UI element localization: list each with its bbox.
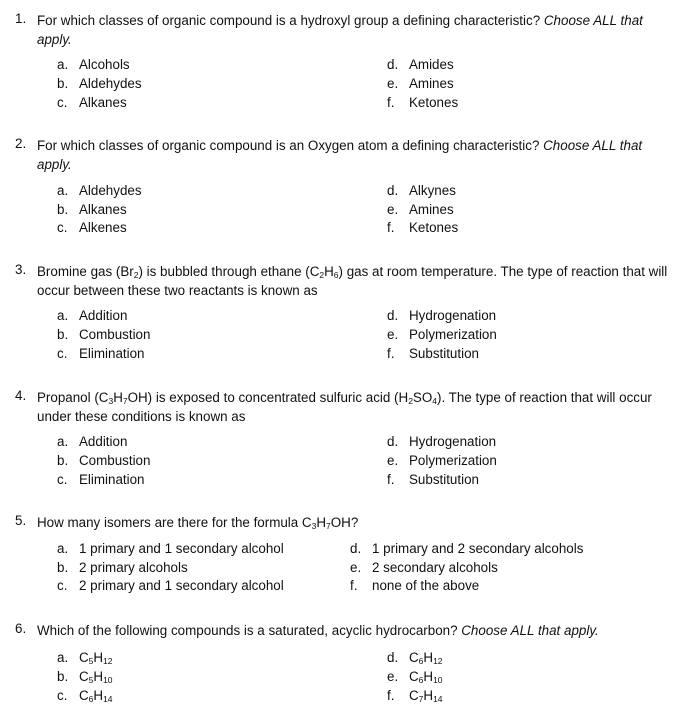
option-letter: c. [57,578,68,593]
question-number: 5. [15,513,27,528]
text-segment: H [316,515,327,530]
option-letter: c. [57,95,68,110]
option-letter: b. [57,453,69,468]
option-text: Hydrogenation [409,434,497,449]
question-instruction: Choose ALL that apply. [37,13,643,47]
element-symbol: H [423,669,434,684]
question-number: 3. [15,262,27,277]
option-text: 2 secondary alcohols [372,560,498,575]
element-symbol: C [79,669,89,684]
option-letter: a. [57,308,69,323]
subscript: 12 [103,656,113,666]
option-letter: b. [57,560,69,575]
subscript: 6 [418,656,424,666]
subscript: 7 [418,694,424,704]
option-letter: c. [57,346,68,361]
text-segment: ). The type of reaction that will occur under these conditions is known as [37,390,652,424]
subscript: 3 [108,396,114,406]
option-letter: d. [387,308,399,323]
subscript: 2 [319,270,325,280]
option-text: Addition [79,434,128,449]
question-text [37,513,673,532]
text-segment: Propanol (C [37,390,109,405]
option-text: Elimination [79,346,145,361]
subscript: 5 [88,656,94,666]
question-number: 4. [15,388,27,403]
text-segment: SO [412,390,433,405]
option-letter: d. [387,183,399,198]
option-text: Polymerization [409,327,497,342]
option-letter: f. [387,95,395,110]
option-letter: e. [387,76,399,91]
text-segment: H [324,264,334,279]
subscript: 4 [432,396,438,406]
option-letter: c. [57,688,68,703]
subscript: 7 [326,521,331,531]
option-formula [79,686,113,705]
subscript: 7 [122,396,128,406]
question-prompt: For which classes of organic compound is a hydroxyl group a defining characteristic? [37,13,544,28]
option-text: Elimination [79,472,145,487]
option-letter: a. [57,434,69,449]
question-prompt: Which of the following compounds is a saturated, acyclic hydrocarbon? [37,623,462,638]
option-letter: a. [57,183,69,198]
text-segment: Bromine gas (Br [37,264,134,279]
question-text [37,11,673,49]
element-symbol: H [423,650,434,665]
question-number: 1. [15,11,27,26]
element-symbol: H [93,650,104,665]
option-letter: e. [350,560,362,575]
subscript: 6 [333,270,339,280]
subscript: 12 [433,656,443,666]
option-text: 1 primary and 1 secondary alcohol [79,541,284,556]
element-symbol: C [79,650,89,665]
text-segment: OH) is exposed to concentrated sulfuric acid (H [127,390,409,405]
subscript: 6 [88,694,94,704]
question-prompt: For which classes of organic compound is an Oxygen atom a defining characteristic? [37,138,544,153]
option-letter: a. [57,650,69,665]
option-text: Ketones [409,220,459,235]
option-letter: b. [57,669,69,684]
option-text: Alkanes [79,95,127,110]
option-text: Aldehydes [79,76,142,91]
option-letter: b. [57,76,69,91]
subscript: 5 [88,675,94,685]
option-letter: f. [387,220,395,235]
question-instruction: Choose ALL that apply. [461,623,599,638]
option-text: Hydrogenation [409,308,497,323]
option-formula [409,648,443,667]
option-formula [79,667,113,686]
option-text: Alcohols [79,57,130,72]
option-text: Substitution [409,346,479,361]
question-instruction: Choose ALL that apply. [37,138,643,172]
subscript: 10 [103,675,113,685]
option-text: Ketones [409,95,459,110]
option-text: Addition [79,308,128,323]
element-symbol: C [409,688,419,703]
element-symbol: C [409,650,419,665]
question-number: 2. [15,136,27,151]
option-letter: a. [57,541,69,556]
text-segment: ) gas at room temperature. The type of reaction that will occur between these two reactants is known as [37,264,668,298]
option-text: Amides [409,57,454,72]
option-text: Combustion [79,327,151,342]
option-letter: d. [387,650,399,665]
option-text: Polymerization [409,453,497,468]
option-text: 2 primary alcohols [79,560,188,575]
subscript: 14 [103,694,113,704]
question-text [37,136,673,174]
question-text [37,262,673,300]
option-formula [409,686,443,705]
option-letter: b. [57,327,69,342]
text-segment: How many isomers are there for the formula C [37,515,312,530]
text-segment: H [113,390,123,405]
option-formula [409,667,443,686]
option-text: Alkynes [409,183,456,198]
option-letter: f. [387,472,395,487]
subscript: 2 [408,396,413,406]
option-letter: e. [387,669,399,684]
question-number: 6. [15,621,27,636]
option-text: 1 primary and 2 secondary alcohols [372,541,584,556]
option-letter: f. [387,688,395,703]
element-symbol: H [93,669,104,684]
option-letter: d. [350,541,362,556]
question-text [37,621,673,640]
option-text: Combustion [79,453,151,468]
subscript: 14 [433,694,443,704]
element-symbol: H [93,688,104,703]
element-symbol: H [423,688,434,703]
option-formula [79,648,113,667]
option-text: Alkanes [79,202,127,217]
option-letter: c. [57,220,68,235]
option-letter: e. [387,327,399,342]
subscript: 10 [433,675,443,685]
subscript: 3 [311,521,317,531]
option-letter: f. [387,346,395,361]
subscript: 2 [133,270,139,280]
option-letter: a. [57,57,69,72]
option-text: Alkenes [79,220,127,235]
option-text: Amines [409,202,454,217]
option-letter: d. [387,434,399,449]
option-letter: f. [350,578,358,593]
text-segment: OH? [330,515,359,530]
option-letter: b. [57,202,69,217]
question-text [37,388,673,426]
option-text: 2 primary and 1 secondary alcohol [79,578,284,593]
option-text: Aldehydes [79,183,142,198]
option-text: none of the above [372,578,480,593]
option-letter: e. [387,202,399,217]
option-letter: d. [387,57,399,72]
option-text: Amines [409,76,454,91]
element-symbol: C [79,688,89,703]
option-letter: c. [57,472,68,487]
element-symbol: C [409,669,419,684]
option-text: Substitution [409,472,479,487]
option-letter: e. [387,453,399,468]
text-segment: ) is bubbled through ethane (C [138,264,320,279]
subscript: 6 [418,675,424,685]
